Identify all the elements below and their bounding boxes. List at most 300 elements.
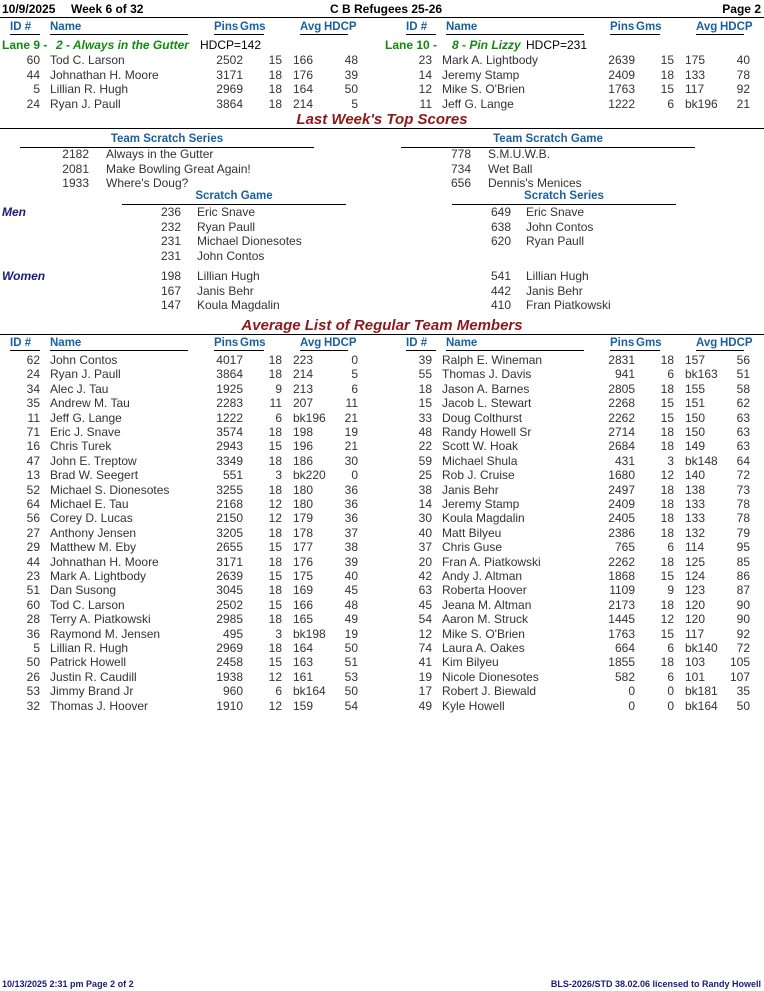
cell-name: Mark A. Lightbody <box>50 569 147 583</box>
cell-id: 51 <box>26 583 40 598</box>
average-row <box>0 411 370 425</box>
column-header-underline <box>10 350 40 351</box>
column-header-id: ID # <box>406 21 428 33</box>
cell-name: Jeremy Stamp <box>442 497 520 511</box>
cell-id: 29 <box>26 540 40 555</box>
cell-id: 23 <box>26 569 40 583</box>
cell-hdcp: 79 <box>736 525 750 540</box>
cell-name: Jeana M. Altman <box>442 597 532 612</box>
cell-id: 13 <box>26 468 40 483</box>
average-row <box>0 655 370 669</box>
men-series-name: Ryan Paull <box>526 234 585 248</box>
cell-id: 42 <box>418 569 432 583</box>
cell-gms: 18 <box>268 96 282 111</box>
average-row <box>392 684 762 698</box>
cell-gms: 15 <box>660 626 674 641</box>
team-game-name: Wet Ball <box>488 161 533 176</box>
cell-name: Ralph E. Wineman <box>442 353 543 367</box>
column-header-name: Name <box>50 21 82 33</box>
cell-id: 12 <box>418 626 432 641</box>
cell-pins: 1855 <box>608 655 635 670</box>
cell-name: Alec J. Tau <box>50 381 109 396</box>
cell-id: 12 <box>418 82 432 96</box>
cell-pins: 2262 <box>608 554 635 569</box>
average-row <box>0 699 370 713</box>
cell-avg: 165 <box>293 612 314 627</box>
cell-gms: 15 <box>268 597 282 612</box>
cell-gms: 15 <box>660 53 674 67</box>
cell-gms: 15 <box>268 53 282 67</box>
cell-gms: 12 <box>268 497 282 511</box>
average-row <box>0 569 370 583</box>
cell-gms: 18 <box>660 511 674 526</box>
cell-id: 17 <box>418 684 432 699</box>
cell-pins: 2805 <box>608 381 635 396</box>
cell-avg: 117 <box>685 626 705 641</box>
cell-id: 38 <box>418 482 432 497</box>
average-row <box>392 555 762 569</box>
cell-avg: 214 <box>293 96 314 111</box>
cell-hdcp: 73 <box>736 482 750 497</box>
cell-id: 33 <box>418 410 432 425</box>
column-header-hdcp: HDCP <box>324 21 357 33</box>
cell-avg: 175 <box>293 569 314 583</box>
cell-avg: 176 <box>293 554 314 569</box>
average-row <box>0 497 370 511</box>
cell-name: Roberta Hoover <box>442 583 527 598</box>
cell-gms: 18 <box>268 67 282 82</box>
cell-avg: bk148 <box>685 453 718 468</box>
cell-avg: 150 <box>685 425 706 439</box>
cell-name: Eric J. Snave <box>50 425 121 439</box>
cell-hdcp: 63 <box>736 439 750 454</box>
cell-gms: 6 <box>667 96 674 111</box>
team-game-title: Team Scratch Game <box>493 133 603 145</box>
cell-name: Jeff G. Lange <box>50 410 122 425</box>
cell-id: 22 <box>418 439 432 454</box>
cell-pins: 2173 <box>608 597 635 612</box>
column-header-underline <box>610 34 660 35</box>
cell-name: Lillian R. Hugh <box>50 641 129 655</box>
cell-pins: 1445 <box>608 612 635 627</box>
average-row <box>0 483 370 497</box>
cell-name: Michael S. Dionesotes <box>50 482 170 497</box>
cell-hdcp: 51 <box>344 655 358 670</box>
column-header <box>396 21 764 35</box>
average-row <box>392 598 762 612</box>
women-series-name: Lillian Hugh <box>526 269 589 283</box>
cell-name: Laura A. Oakes <box>442 641 525 655</box>
cell-id: 56 <box>26 511 40 526</box>
cell-hdcp: 48 <box>344 597 358 612</box>
cell-name: Randy Howell Sr <box>442 425 532 439</box>
cell-gms: 18 <box>268 482 282 497</box>
column-header-underline <box>446 350 584 351</box>
average-row <box>392 382 762 396</box>
lane-bowler-row <box>0 82 370 96</box>
cell-pins: 4017 <box>216 353 243 367</box>
average-row <box>0 598 370 612</box>
average-row <box>0 468 370 482</box>
page-number: Page 2 <box>722 2 761 16</box>
lane-team-name: 8 - Pin Lizzy <box>452 38 521 52</box>
team-series-name: Where's Doug? <box>106 176 189 190</box>
column-header-underline <box>696 34 744 35</box>
cell-avg: 159 <box>293 698 314 713</box>
average-row <box>0 353 370 367</box>
cell-hdcp: 105 <box>729 655 750 670</box>
cell-id: 48 <box>418 425 432 439</box>
cell-gms: 3 <box>667 453 674 468</box>
column-header-underline <box>10 34 40 35</box>
cell-gms: 3 <box>275 626 282 641</box>
cell-hdcp: 35 <box>736 684 750 699</box>
average-row <box>0 439 370 453</box>
cell-gms: 15 <box>660 396 674 411</box>
league-title: C B Refugees 25-26 <box>330 2 443 16</box>
cell-hdcp: 0 <box>351 353 358 367</box>
column-header-avg: Avg <box>300 337 322 349</box>
cell-id: 44 <box>26 67 40 82</box>
cell-hdcp: 86 <box>736 569 750 583</box>
lane-bowler-row <box>0 68 370 82</box>
lane-bowler-row <box>392 53 762 67</box>
cell-pins: 1763 <box>608 626 635 641</box>
cell-hdcp: 45 <box>344 583 358 598</box>
column-header-gms: Gms <box>240 21 266 33</box>
column-header-gms: Gms <box>636 337 662 349</box>
cell-avg: 164 <box>293 82 314 96</box>
cell-avg: 101 <box>685 669 706 684</box>
cell-name: Jacob L. Stewart <box>442 396 532 411</box>
cell-pins: 1938 <box>216 669 243 684</box>
cell-gms: 18 <box>268 425 282 439</box>
cell-id: 55 <box>418 367 432 382</box>
cell-gms: 9 <box>667 583 674 598</box>
cell-avg: 179 <box>293 511 314 526</box>
cell-name: John E. Treptow <box>50 453 137 468</box>
average-row <box>392 411 762 425</box>
cell-hdcp: 5 <box>351 367 358 382</box>
cell-id: 39 <box>418 353 432 367</box>
cell-pins: 582 <box>614 669 635 684</box>
cell-avg: 164 <box>293 641 314 655</box>
cell-name: Johnathan H. Moore <box>50 67 159 82</box>
men-series-name: John Contos <box>526 219 594 234</box>
cell-id: 16 <box>26 439 40 454</box>
women-series-score: 541 <box>490 269 511 283</box>
average-row <box>0 612 370 626</box>
cell-pins: 2283 <box>216 396 243 411</box>
cell-hdcp: 19 <box>344 626 358 641</box>
cell-hdcp: 48 <box>344 53 358 67</box>
cell-avg: 133 <box>685 511 706 526</box>
cell-pins: 664 <box>614 641 635 655</box>
average-row <box>0 641 370 655</box>
scratch-game-title: Scratch Game <box>195 190 273 202</box>
cell-pins: 3349 <box>216 453 243 468</box>
average-row <box>392 526 762 540</box>
cell-hdcp: 21 <box>736 96 750 111</box>
column-header <box>0 21 370 35</box>
cell-pins: 3864 <box>216 367 243 382</box>
team-series-name: Always in the Gutter <box>106 147 214 161</box>
cell-id: 36 <box>26 626 40 641</box>
cell-name: Corey D. Lucas <box>50 511 133 526</box>
column-header-underline <box>696 350 744 351</box>
women-series-name: Fran Piatkowski <box>526 298 611 312</box>
cell-hdcp: 90 <box>736 597 750 612</box>
cell-hdcp: 85 <box>736 554 750 569</box>
cell-id: 19 <box>418 669 432 684</box>
cell-pins: 2386 <box>608 525 635 540</box>
average-row <box>392 655 762 669</box>
cell-hdcp: 72 <box>736 641 750 655</box>
cell-id: 5 <box>33 641 40 655</box>
cell-gms: 18 <box>660 597 674 612</box>
cell-hdcp: 6 <box>351 381 358 396</box>
cell-id: 20 <box>418 554 432 569</box>
cell-id: 34 <box>26 381 40 396</box>
cell-name: Robert J. Biewald <box>442 684 537 699</box>
cell-name: Matt Bilyeu <box>442 525 502 540</box>
men-game-score: 236 <box>160 205 181 219</box>
cell-gms: 18 <box>660 425 674 439</box>
cell-id: 74 <box>418 641 432 655</box>
footer-license: BLS-2026/STD 38.02.06 licensed to Randy Howell <box>550 979 761 989</box>
cell-pins: 2502 <box>216 53 243 67</box>
cell-id: 11 <box>27 410 40 425</box>
column-header-gms: Gms <box>636 21 662 33</box>
cell-gms: 15 <box>268 569 282 583</box>
cell-pins: 2502 <box>216 597 243 612</box>
cell-pins: 1680 <box>608 468 635 483</box>
cell-pins: 2714 <box>608 425 635 439</box>
cell-id: 49 <box>418 698 432 713</box>
cell-pins: 2985 <box>216 612 243 627</box>
cell-pins: 2831 <box>608 353 635 367</box>
men-game-name: Ryan Paull <box>197 219 256 234</box>
cell-gms: 18 <box>660 554 674 569</box>
cell-gms: 6 <box>667 669 674 684</box>
column-header-underline <box>446 34 584 35</box>
cell-name: Patrick Howell <box>50 655 127 670</box>
cell-gms: 12 <box>268 669 282 684</box>
cell-pins: 0 <box>628 684 635 699</box>
cell-id: 24 <box>26 367 40 382</box>
cell-avg: 124 <box>685 569 706 583</box>
cell-id: 32 <box>26 698 40 713</box>
cell-id: 30 <box>418 511 432 526</box>
cell-name: Rob J. Cruise <box>442 468 515 483</box>
cell-name: Thomas J. Hoover <box>50 698 149 713</box>
cell-gms: 18 <box>268 525 282 540</box>
men-game-score: 231 <box>160 234 181 248</box>
average-row <box>392 670 762 684</box>
cell-avg: bk220 <box>293 468 326 483</box>
average-row <box>0 670 370 684</box>
cell-avg: bk164 <box>685 698 718 713</box>
lane-team-name: 2 - Always in the Gutter <box>56 38 189 52</box>
cell-name: Michael E. Tau <box>50 497 129 511</box>
cell-gms: 15 <box>660 410 674 425</box>
cell-hdcp: 38 <box>344 540 358 555</box>
average-row <box>392 699 762 713</box>
header-rule <box>0 17 764 18</box>
column-header-avg: Avg <box>300 21 322 33</box>
column-header-pins: Pins <box>610 21 635 33</box>
cell-name: Fran A. Piatkowski <box>442 554 541 569</box>
cell-gms: 12 <box>268 511 282 526</box>
average-row <box>0 367 370 381</box>
column-header-underline <box>406 34 436 35</box>
column-header-underline <box>610 350 660 351</box>
cell-name: Lillian R. Hugh <box>50 82 129 96</box>
cell-name: Anthony Jensen <box>50 525 137 540</box>
column-header-name: Name <box>50 337 82 349</box>
cell-hdcp: 36 <box>344 482 358 497</box>
cell-pins: 3171 <box>216 67 243 82</box>
average-row <box>392 641 762 655</box>
women-game-name: Janis Behr <box>197 283 254 298</box>
cell-gms: 18 <box>660 655 674 670</box>
cell-name: Justin R. Caudill <box>50 669 137 684</box>
men-game-name: Eric Snave <box>197 205 256 219</box>
cell-gms: 15 <box>268 540 282 555</box>
cell-hdcp: 30 <box>344 453 358 468</box>
cell-id: 28 <box>26 612 40 627</box>
cell-avg: 123 <box>685 583 706 598</box>
cell-pins: 2150 <box>216 511 243 526</box>
cell-avg: 214 <box>293 367 314 382</box>
cell-avg: 180 <box>293 497 314 511</box>
week-label: Week 6 of 32 <box>71 2 144 16</box>
column-header-underline <box>214 350 264 351</box>
average-row <box>392 497 762 511</box>
cell-hdcp: 11 <box>345 396 358 411</box>
cell-name: Chris Turek <box>50 439 112 454</box>
cell-avg: bk140 <box>685 641 718 655</box>
cell-gms: 18 <box>268 353 282 367</box>
cell-pins: 0 <box>628 698 635 713</box>
men-series-score: 620 <box>490 234 511 248</box>
cell-gms: 18 <box>268 641 282 655</box>
cell-id: 47 <box>26 453 40 468</box>
cell-pins: 3171 <box>216 554 243 569</box>
cell-id: 40 <box>418 525 432 540</box>
average-row <box>392 454 762 468</box>
cell-pins: 1763 <box>608 82 635 96</box>
cell-pins: 2268 <box>608 396 635 411</box>
cell-id: 52 <box>26 482 40 497</box>
cell-hdcp: 62 <box>736 396 750 411</box>
cell-avg: 114 <box>685 540 705 555</box>
average-row <box>0 425 370 439</box>
cell-id: 60 <box>26 53 40 67</box>
cell-id: 26 <box>26 669 40 684</box>
average-list-rule <box>0 334 764 335</box>
team-game-name: S.M.U.W.B. <box>488 147 551 161</box>
report-date: 10/9/2025 <box>2 2 56 16</box>
cell-pins: 3574 <box>216 425 243 439</box>
cell-pins: 2262 <box>608 410 635 425</box>
cell-avg: 151 <box>685 396 706 411</box>
average-row <box>0 555 370 569</box>
cell-name: Mark A. Lightbody <box>442 53 539 67</box>
team-game-name: Dennis's Menices <box>488 176 582 190</box>
cell-avg: 213 <box>293 381 314 396</box>
women-game-name: Lillian Hugh <box>197 269 260 283</box>
cell-pins: 1109 <box>609 583 635 598</box>
cell-name: Tod C. Larson <box>50 597 125 612</box>
cell-hdcp: 107 <box>729 669 750 684</box>
cell-pins: 1222 <box>608 96 635 111</box>
cell-id: 27 <box>26 525 40 540</box>
average-row <box>392 439 762 453</box>
cell-pins: 765 <box>614 540 635 555</box>
cell-gms: 18 <box>268 554 282 569</box>
cell-hdcp: 87 <box>736 583 750 598</box>
cell-gms: 12 <box>660 468 674 483</box>
cell-hdcp: 50 <box>736 698 750 713</box>
cell-gms: 15 <box>268 439 282 454</box>
average-row <box>0 684 370 698</box>
column-header-pins: Pins <box>610 337 635 349</box>
average-row <box>0 627 370 641</box>
men-game-name: John Contos <box>197 248 265 263</box>
cell-avg: 198 <box>293 425 314 439</box>
cell-hdcp: 36 <box>344 497 358 511</box>
cell-hdcp: 21 <box>344 439 358 454</box>
average-row <box>392 468 762 482</box>
cell-avg: bk164 <box>293 684 326 699</box>
cell-gms: 18 <box>660 67 674 82</box>
cell-avg: 125 <box>685 554 706 569</box>
cell-name: Mike S. O'Brien <box>442 626 525 641</box>
cell-hdcp: 54 <box>344 698 358 713</box>
cell-gms: 9 <box>275 381 282 396</box>
team-game-score: 656 <box>450 176 471 190</box>
cell-name: Johnathan H. Moore <box>50 554 159 569</box>
cell-id: 54 <box>418 612 432 627</box>
cell-avg: 132 <box>685 525 706 540</box>
cell-hdcp: 63 <box>736 410 750 425</box>
cell-id: 64 <box>26 497 40 511</box>
cell-avg: 103 <box>685 655 706 670</box>
cell-name: Matthew M. Eby <box>50 540 137 555</box>
cell-gms: 18 <box>268 82 282 96</box>
cell-avg: 207 <box>293 396 314 411</box>
cell-id: 41 <box>418 655 432 670</box>
men-game-score: 231 <box>160 248 181 263</box>
cell-gms: 15 <box>660 569 674 583</box>
cell-pins: 431 <box>614 453 635 468</box>
cell-avg: 150 <box>685 410 706 425</box>
footer-timestamp: 10/13/2025 2:31 pm Page 2 of 2 <box>2 979 134 989</box>
cell-id: 45 <box>418 597 432 612</box>
cell-pins: 2497 <box>608 482 635 497</box>
cell-avg: bk198 <box>293 626 326 641</box>
cell-gms: 15 <box>268 655 282 670</box>
cell-gms: 6 <box>275 410 282 425</box>
cell-name: Jimmy Brand Jr <box>50 684 134 699</box>
average-list-title-text: Average List of Regular Team Members <box>241 317 523 334</box>
men-series-name: Eric Snave <box>526 205 585 219</box>
cell-hdcp: 78 <box>736 67 750 82</box>
women-series-name: Janis Behr <box>526 283 583 298</box>
column-header-name: Name <box>446 21 478 33</box>
cell-hdcp: 21 <box>344 410 358 425</box>
